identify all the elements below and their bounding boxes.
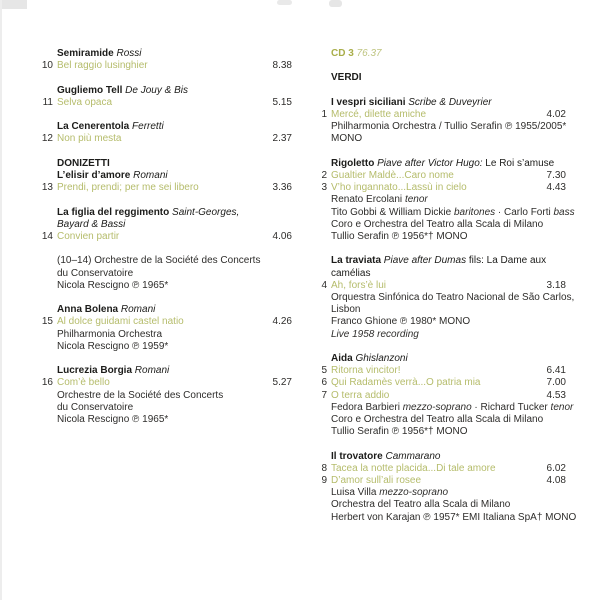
track-duration: 5.15 <box>272 96 292 108</box>
text-segment: Live 1958 recording <box>331 328 419 340</box>
track-number: 5 <box>321 365 327 377</box>
text-segment: I vespri siciliani <box>331 96 406 108</box>
text-segment: L’elisir d’amore <box>57 169 131 181</box>
track-title: Bel raggio lusinghier <box>57 60 148 72</box>
credit-line <box>314 231 566 243</box>
track-title: Prendi, prendi; per me sei libero <box>57 182 199 194</box>
work-header <box>314 255 566 267</box>
text-segment: Romani <box>118 304 156 316</box>
work-block <box>314 97 566 146</box>
track-row <box>40 231 292 243</box>
text-segment: · Carlo Forti <box>495 206 554 218</box>
credit-line <box>314 414 566 426</box>
text-segment: Piave after Victor Hugo: <box>374 157 483 169</box>
work-header <box>314 268 566 280</box>
text-segment: Nicola Rescigno ℗ 1965* <box>57 279 169 291</box>
work-block <box>314 353 574 438</box>
track-title: Non più mesta <box>57 133 122 145</box>
work-block <box>314 48 566 60</box>
credit-line <box>40 280 292 292</box>
track-row <box>314 280 566 292</box>
track-row <box>314 390 566 402</box>
track-duration: 4.06 <box>272 230 292 242</box>
text-segment: Ghislanzoni <box>352 353 408 364</box>
text-segment: Scribe & Duveyrier <box>405 96 492 108</box>
credit-line <box>314 219 566 231</box>
credit-line <box>314 426 566 438</box>
work-block <box>40 158 292 195</box>
credit-line <box>40 268 292 280</box>
work-header <box>40 85 292 97</box>
text-segment: bass <box>553 206 575 218</box>
text-segment: mezzo-soprano <box>379 487 449 499</box>
text-segment: Lisbon <box>331 304 361 316</box>
track-duration: 4.08 <box>546 475 566 487</box>
text-segment: Cammarano <box>382 450 441 462</box>
text-segment: La figlia del reggimento <box>57 206 170 218</box>
track-title: O terra addio <box>331 389 390 401</box>
track-title: Com’è bello <box>57 377 110 389</box>
work-block <box>40 365 292 426</box>
track-duration: 4.53 <box>546 389 566 401</box>
text-segment: Coro e Orchestra del Teatro alla Scala di Milano <box>331 414 544 426</box>
track-title: Convien partir <box>57 230 120 242</box>
track-number: 14 <box>41 230 53 242</box>
text-segment: (10–14) Orchestre de la Société des Concerts <box>57 255 261 267</box>
track-duration: 3.36 <box>272 182 292 194</box>
text-segment: · Richard Tucker <box>471 401 551 413</box>
text-segment: VERDI <box>331 72 362 84</box>
credit-line <box>40 390 292 402</box>
work-header <box>40 170 292 182</box>
work-block <box>40 304 292 353</box>
track-row <box>40 133 292 145</box>
text-segment: Lucrezia Borgia <box>57 365 133 377</box>
scan-edge-shadow <box>0 0 2 600</box>
text-segment: Tullio Serafin ℗ 1956*† MONO <box>331 231 468 242</box>
work-block <box>314 157 575 243</box>
track-row <box>314 109 566 121</box>
track-row <box>40 182 292 194</box>
credit-line <box>314 206 575 219</box>
credit-line <box>314 401 574 414</box>
track-row <box>314 182 566 194</box>
text-segment: camélias <box>331 267 371 279</box>
credit-line <box>314 487 566 499</box>
text-segment: Ferretti <box>129 121 164 133</box>
track-title: Qui Radamès verrà...O patria mia <box>331 377 481 389</box>
credit-line <box>314 499 566 511</box>
text-segment: Nicola Rescigno ℗ 1959* <box>57 340 169 352</box>
text-segment: Renato Ercolani <box>331 194 405 206</box>
text-segment: La traviata <box>331 255 382 267</box>
track-number: 2 <box>321 169 327 181</box>
track-number: 10 <box>41 60 53 72</box>
text-segment: Fedora Barbieri <box>331 401 403 413</box>
scan-artifact <box>0 0 27 9</box>
text-segment: tenor <box>404 194 428 206</box>
text-segment: Rossi <box>113 48 142 59</box>
cd-header <box>314 48 566 60</box>
text-segment: Piave after Dumas <box>381 255 467 267</box>
text-segment: 76.37 <box>353 48 382 59</box>
credit-line <box>40 255 292 267</box>
track-duration: 6.02 <box>546 462 566 474</box>
track-duration: 7.30 <box>546 169 566 181</box>
text-segment: Tullio Serafin ℗ 1956*† MONO <box>331 426 468 438</box>
credit-line <box>40 402 292 414</box>
work-block <box>40 255 292 292</box>
text-segment: Nicola Rescigno ℗ 1965* <box>57 413 169 425</box>
text-segment: Herbert von Karajan ℗ 1957* EMI Italiana SpA† MONO <box>331 511 577 523</box>
credit-line <box>40 414 292 426</box>
track-row <box>314 377 566 389</box>
track-duration: 4.02 <box>546 108 566 120</box>
track-duration: 6.41 <box>546 365 566 377</box>
text-segment: Le Roi s’amuse <box>482 157 555 169</box>
track-row <box>314 475 566 487</box>
work-header <box>40 219 292 231</box>
track-number: 12 <box>41 133 53 145</box>
track-duration: 5.27 <box>272 377 292 389</box>
text-segment: Romani <box>132 365 170 377</box>
text-segment: Saint-Georges, <box>169 206 240 218</box>
track-title: D’amor sull’ali rosee <box>331 475 422 487</box>
text-segment: Orchestre de la Société des Concerts <box>57 389 224 401</box>
track-duration: 7.00 <box>546 377 566 389</box>
tracklist-column-right <box>314 48 577 536</box>
text-segment: du Conservatoire <box>57 401 134 413</box>
track-row <box>314 170 566 182</box>
text-segment: baritones <box>454 206 496 218</box>
work-header <box>314 72 566 84</box>
track-number: 9 <box>321 475 327 487</box>
track-row <box>40 60 292 72</box>
credit-line <box>40 329 292 341</box>
track-number: 6 <box>321 377 327 389</box>
work-block <box>40 121 292 145</box>
track-title: Selva opaca <box>57 96 113 108</box>
track-row <box>314 463 566 475</box>
work-block <box>40 85 292 109</box>
work-header <box>40 365 292 377</box>
text-segment: Philharmonia Orchestra / Tullio Serafin ℗ 1955/2005* <box>331 121 567 133</box>
tracklist-column-left <box>40 48 292 438</box>
text-segment: La Cenerentola <box>57 121 130 133</box>
scan-artifact <box>329 0 342 7</box>
track-number: 16 <box>41 377 53 389</box>
text-segment: Semiramide <box>57 48 114 59</box>
track-title: Ritorna vincitor! <box>331 365 401 377</box>
track-title: Mercé, dilette amiche <box>331 108 427 120</box>
text-segment: Bayard & Bassi <box>57 218 126 230</box>
credit-line <box>314 316 566 328</box>
scan-artifact <box>277 0 292 5</box>
text-segment: fils: La Dame aux <box>466 255 547 267</box>
credit-line <box>314 194 566 206</box>
text-segment: Tito Gobbi & William Dickie <box>331 206 454 218</box>
track-number: 8 <box>321 462 327 474</box>
track-number: 11 <box>42 96 53 108</box>
track-title: Gualtier Maldè...Caro nome <box>331 169 454 181</box>
work-header <box>40 207 292 219</box>
credit-line <box>314 329 566 341</box>
text-segment: Romani <box>130 169 168 181</box>
text-segment: Franco Ghione ℗ 1980* MONO <box>331 316 471 328</box>
text-segment: De Jouy & Bis <box>122 84 188 96</box>
credit-line <box>314 511 577 524</box>
work-header <box>40 121 292 133</box>
credit-line <box>40 341 292 353</box>
text-segment: Philharmonia Orchestra <box>57 328 163 340</box>
track-row <box>40 377 292 389</box>
track-number: 4 <box>321 279 327 291</box>
track-title: Tacea la notte placida...Di tale amore <box>331 462 496 474</box>
text-segment: Luisa Villa <box>331 487 380 499</box>
text-segment: du Conservatoire <box>57 267 134 279</box>
credit-line <box>314 121 566 133</box>
text-segment: Gugliemo Tell <box>57 84 123 96</box>
text-segment: Coro e Orchestra del Teatro alla Scala di Milano <box>331 218 544 230</box>
work-header <box>314 97 566 109</box>
text-segment: tenor <box>550 401 574 413</box>
credit-line <box>314 292 575 304</box>
work-header <box>40 48 292 60</box>
text-segment: CD 3 <box>331 48 354 59</box>
track-duration: 3.18 <box>546 279 566 291</box>
work-header <box>40 304 292 316</box>
text-segment: Orquestra Sinfónica do Teatro Nacional de São Carlos, <box>331 292 575 303</box>
track-row <box>40 97 292 109</box>
text-segment: Rigoletto <box>331 157 375 169</box>
track-title: Al dolce guidami castel natio <box>57 316 184 328</box>
track-duration: 2.37 <box>272 133 292 145</box>
track-number: 13 <box>41 182 53 194</box>
text-segment: DONIZETTI <box>57 157 110 169</box>
work-header <box>40 158 292 170</box>
track-row <box>40 316 292 328</box>
track-number: 7 <box>321 389 327 401</box>
work-block <box>40 48 292 72</box>
text-segment: Il trovatore <box>331 450 383 462</box>
credit-line <box>314 133 566 145</box>
text-segment: mezzo-soprano <box>402 401 472 413</box>
track-row <box>314 365 566 377</box>
work-block <box>314 72 566 84</box>
track-title: V’ho ingannato...Lassù in cielo <box>331 182 467 194</box>
work-block <box>314 450 577 524</box>
track-duration: 4.43 <box>546 182 566 194</box>
track-number: 1 <box>321 108 327 120</box>
work-block <box>40 207 292 244</box>
work-header <box>314 451 566 463</box>
track-duration: 8.38 <box>272 60 292 72</box>
credit-line <box>314 304 566 316</box>
text-segment: Orchestra del Teatro alla Scala di Milano <box>331 499 511 511</box>
text-segment: Aida <box>331 353 353 364</box>
track-number: 3 <box>321 182 327 194</box>
track-duration: 4.26 <box>272 316 292 328</box>
track-number: 15 <box>41 316 53 328</box>
work-header <box>314 353 566 365</box>
text-segment: MONO <box>331 133 363 145</box>
text-segment: Anna Bolena <box>57 304 119 316</box>
track-title: Ah, fors’è lui <box>331 279 387 291</box>
work-block <box>314 255 575 340</box>
work-header <box>314 158 566 170</box>
